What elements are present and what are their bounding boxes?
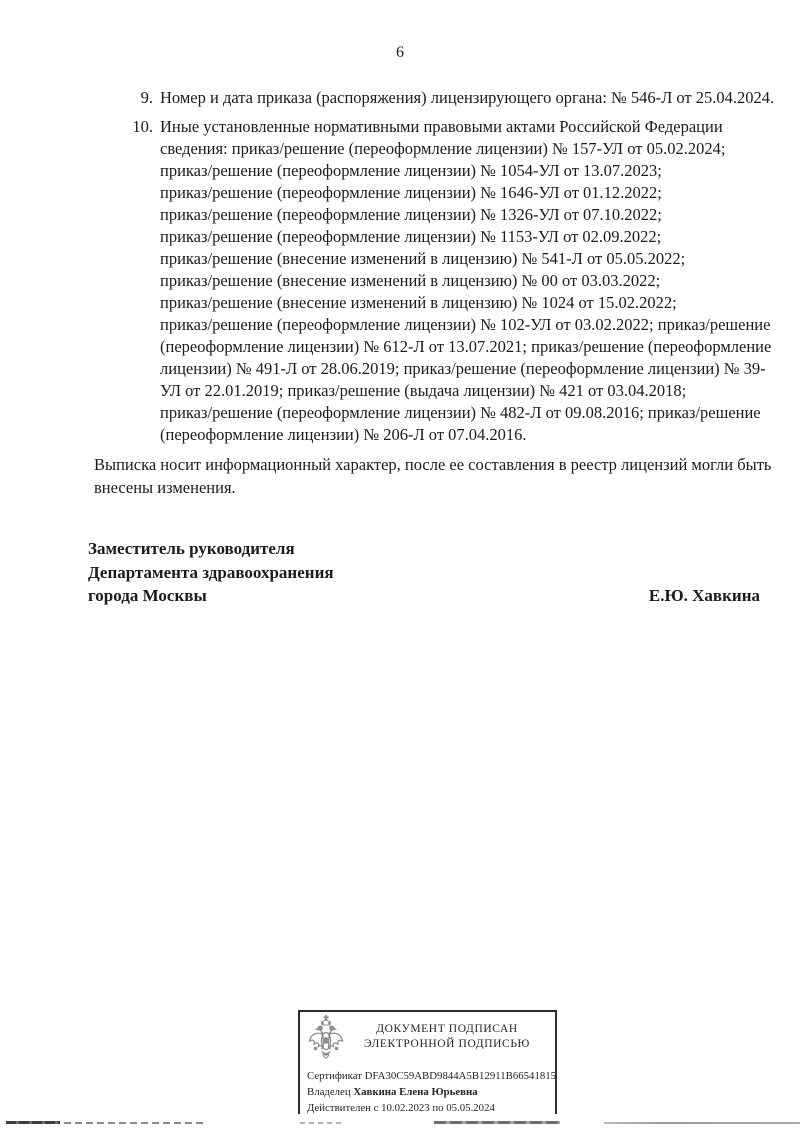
signer-name: Е.Ю. Хавкина bbox=[648, 586, 760, 605]
signer-position-line: Департамента здравоохранения bbox=[88, 562, 334, 582]
informational-note-line: внесены изменения. bbox=[94, 477, 236, 497]
owner-value: Хавкина Елена Юрьевна bbox=[353, 1086, 478, 1098]
signer-position-line: Заместитель руководителя bbox=[88, 539, 295, 558]
list-item-10-line: лицензии) № 491-Л от 28.06.2019; приказ/решение (переоформление лицензии) № 39- bbox=[160, 359, 766, 378]
informational-note bbox=[94, 454, 784, 499]
signature-block bbox=[88, 537, 768, 608]
coat-of-arms-icon bbox=[307, 1015, 345, 1063]
scan-artifact-line bbox=[300, 1122, 342, 1124]
list-item-10-line: приказ/решение (переоформление лицензии) № 1054-УЛ от 13.07.2023; bbox=[160, 161, 662, 180]
page-number: 6 bbox=[396, 44, 404, 61]
list-item-9-number: 9. bbox=[140, 88, 153, 107]
list-item-10-line: (переоформление лицензии) № 206-Л от 07.04.2016. bbox=[160, 425, 527, 444]
list-item-10 bbox=[132, 116, 776, 446]
certificate-value: DFA30C59ABD9844A5B12911B66541815 bbox=[364, 1070, 557, 1082]
owner-field bbox=[307, 1084, 549, 1100]
list-item-10-line: УЛ от 22.01.2019; приказ/решение (выдача лицензии) № 421 от 03.04.2018; bbox=[160, 381, 687, 400]
list-item-10-line: Иные установленные нормативными правовыми актами Российской Федерации bbox=[160, 117, 723, 136]
validity-field: Действителен с 10.02.2023 по 05.05.2024 bbox=[307, 1102, 495, 1114]
certificate-field bbox=[307, 1068, 557, 1084]
stamp-title-line2: ЭЛЕКТРОННОЙ ПОДПИСЬЮ bbox=[364, 1038, 530, 1050]
list-item-9-text: Номер и дата приказа (распоряжения) лицензирующего органа: № 546-Л от 25.04.2024. bbox=[160, 88, 775, 107]
stamp-title-line1: ДОКУМЕНТ ПОДПИСАН bbox=[376, 1023, 518, 1035]
informational-note-line: Выписка носит информационный характер, после ее составления в реестр лицензий могли быть bbox=[94, 455, 772, 474]
list-item-10-line: приказ/решение (внесение изменений в лицензию) № 541-Л от 05.05.2022; bbox=[160, 249, 686, 268]
list-item-10-number: 10. bbox=[132, 117, 153, 136]
list-item-10-line: приказ/решение (переоформление лицензии) № 1153-УЛ от 02.09.2022; bbox=[160, 227, 662, 246]
scan-artifact-line bbox=[434, 1121, 560, 1124]
list-item-9 bbox=[140, 87, 776, 109]
stamp-header bbox=[300, 1012, 555, 1063]
list-item-10-line: сведения: приказ/решение (переоформление лицензии) № 157-УЛ от 05.02.2024; bbox=[160, 139, 726, 158]
stamp-title bbox=[345, 1022, 549, 1052]
list-item-10-line: приказ/решение (переоформление лицензии) № 102-УЛ от 03.02.2022; приказ/решение bbox=[160, 315, 771, 334]
list-item-10-line: приказ/решение (переоформление лицензии) № 1326-УЛ от 07.10.2022; bbox=[160, 205, 662, 224]
list-item-10-line: (переоформление лицензии) № 612-Л от 13.07.2021; приказ/решение (переоформление bbox=[160, 337, 772, 356]
scan-artifact-line bbox=[64, 1122, 204, 1124]
list-item-10-line: приказ/решение (переоформление лицензии) № 1646-УЛ от 01.12.2022; bbox=[160, 183, 662, 202]
scan-artifact-line bbox=[6, 1121, 60, 1124]
electronic-signature-stamp bbox=[298, 1010, 557, 1114]
list-item-10-line: приказ/решение (внесение изменений в лицензию) № 00 от 03.03.2022; bbox=[160, 271, 661, 290]
list-item-10-line: приказ/решение (внесение изменений в лицензию) № 1024 от 15.02.2022; bbox=[160, 293, 677, 312]
scan-artifact-line bbox=[604, 1122, 800, 1124]
signer-position-line: города Москвы bbox=[88, 586, 207, 605]
certificate-label: Сертификат bbox=[307, 1070, 362, 1082]
owner-label: Владелец bbox=[307, 1086, 351, 1098]
stamp-fields bbox=[307, 1068, 557, 1116]
list-item-10-line: приказ/решение (переоформление лицензии) № 482-Л от 09.08.2016; приказ/решение bbox=[160, 403, 761, 422]
